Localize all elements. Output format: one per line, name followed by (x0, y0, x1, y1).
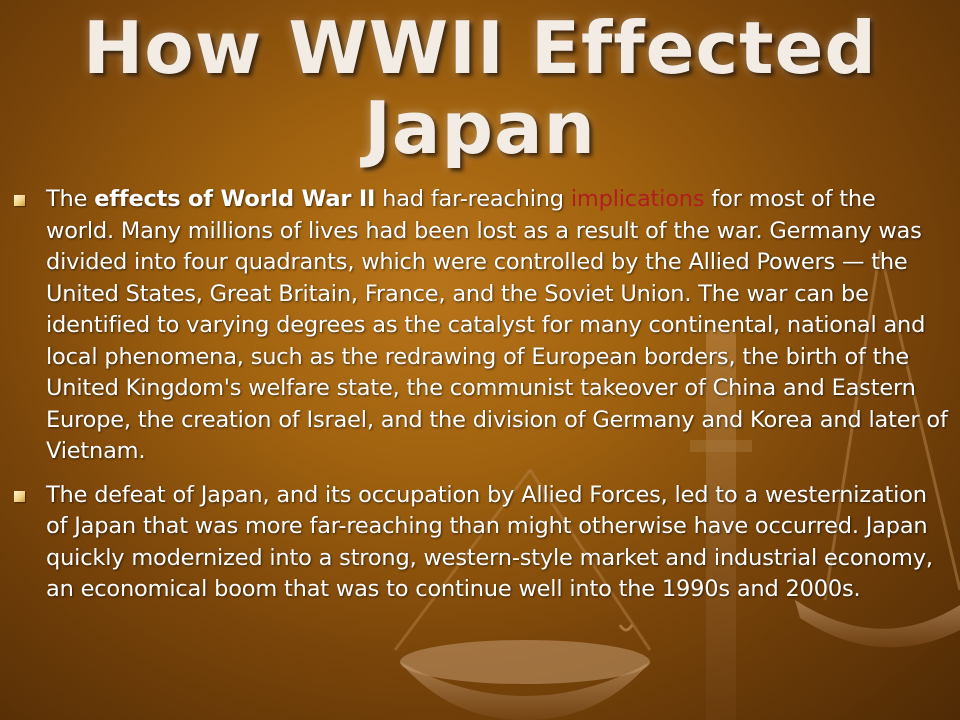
slide-title (0, 8, 960, 168)
bullet-text-rest: for most of the world. Many millions of lives had been lost as a result of the war. Germany was divided into four quadrants, which were controlled by the Allied Powers — the United States, Great Britain, France, and the Soviet Union. The war can be identified to varying degrees as the catalyst for many continental, national and local phenomena, such as the redrawing of European borders, the birth of the United Kingdom's welfare state, the communist takeover of China and Eastern Europe, the creation of Israel, and the division of Germany and Korea and later of Vietnam. (46, 186, 948, 464)
square-bullet-icon (14, 195, 25, 206)
bullet-text-mid: had far-reaching (375, 186, 571, 212)
bullet-text-prefix: The (46, 186, 95, 212)
square-bullet-icon (14, 491, 25, 502)
bullet-item-effects (14, 184, 949, 468)
bullet-text: The defeat of Japan, and its occupation by Allied Forces, led to a westernization of Japan that was more far-reaching than might otherwise have occurred. Japan quickly modernized into a strong, western-style market and industrial economy, an economical boom that was to continue well into the 1990s and 2000s. (46, 481, 933, 602)
slide-title-line-2: Japan (364, 86, 596, 170)
bullet-item-japan (14, 480, 949, 606)
bullet-bold-phrase: effects of World War II (94, 186, 376, 212)
bullet-list (14, 184, 949, 618)
slide-title-line-1: How WWII Effected (83, 6, 877, 90)
bullet-highlight-word: implications (570, 186, 705, 212)
